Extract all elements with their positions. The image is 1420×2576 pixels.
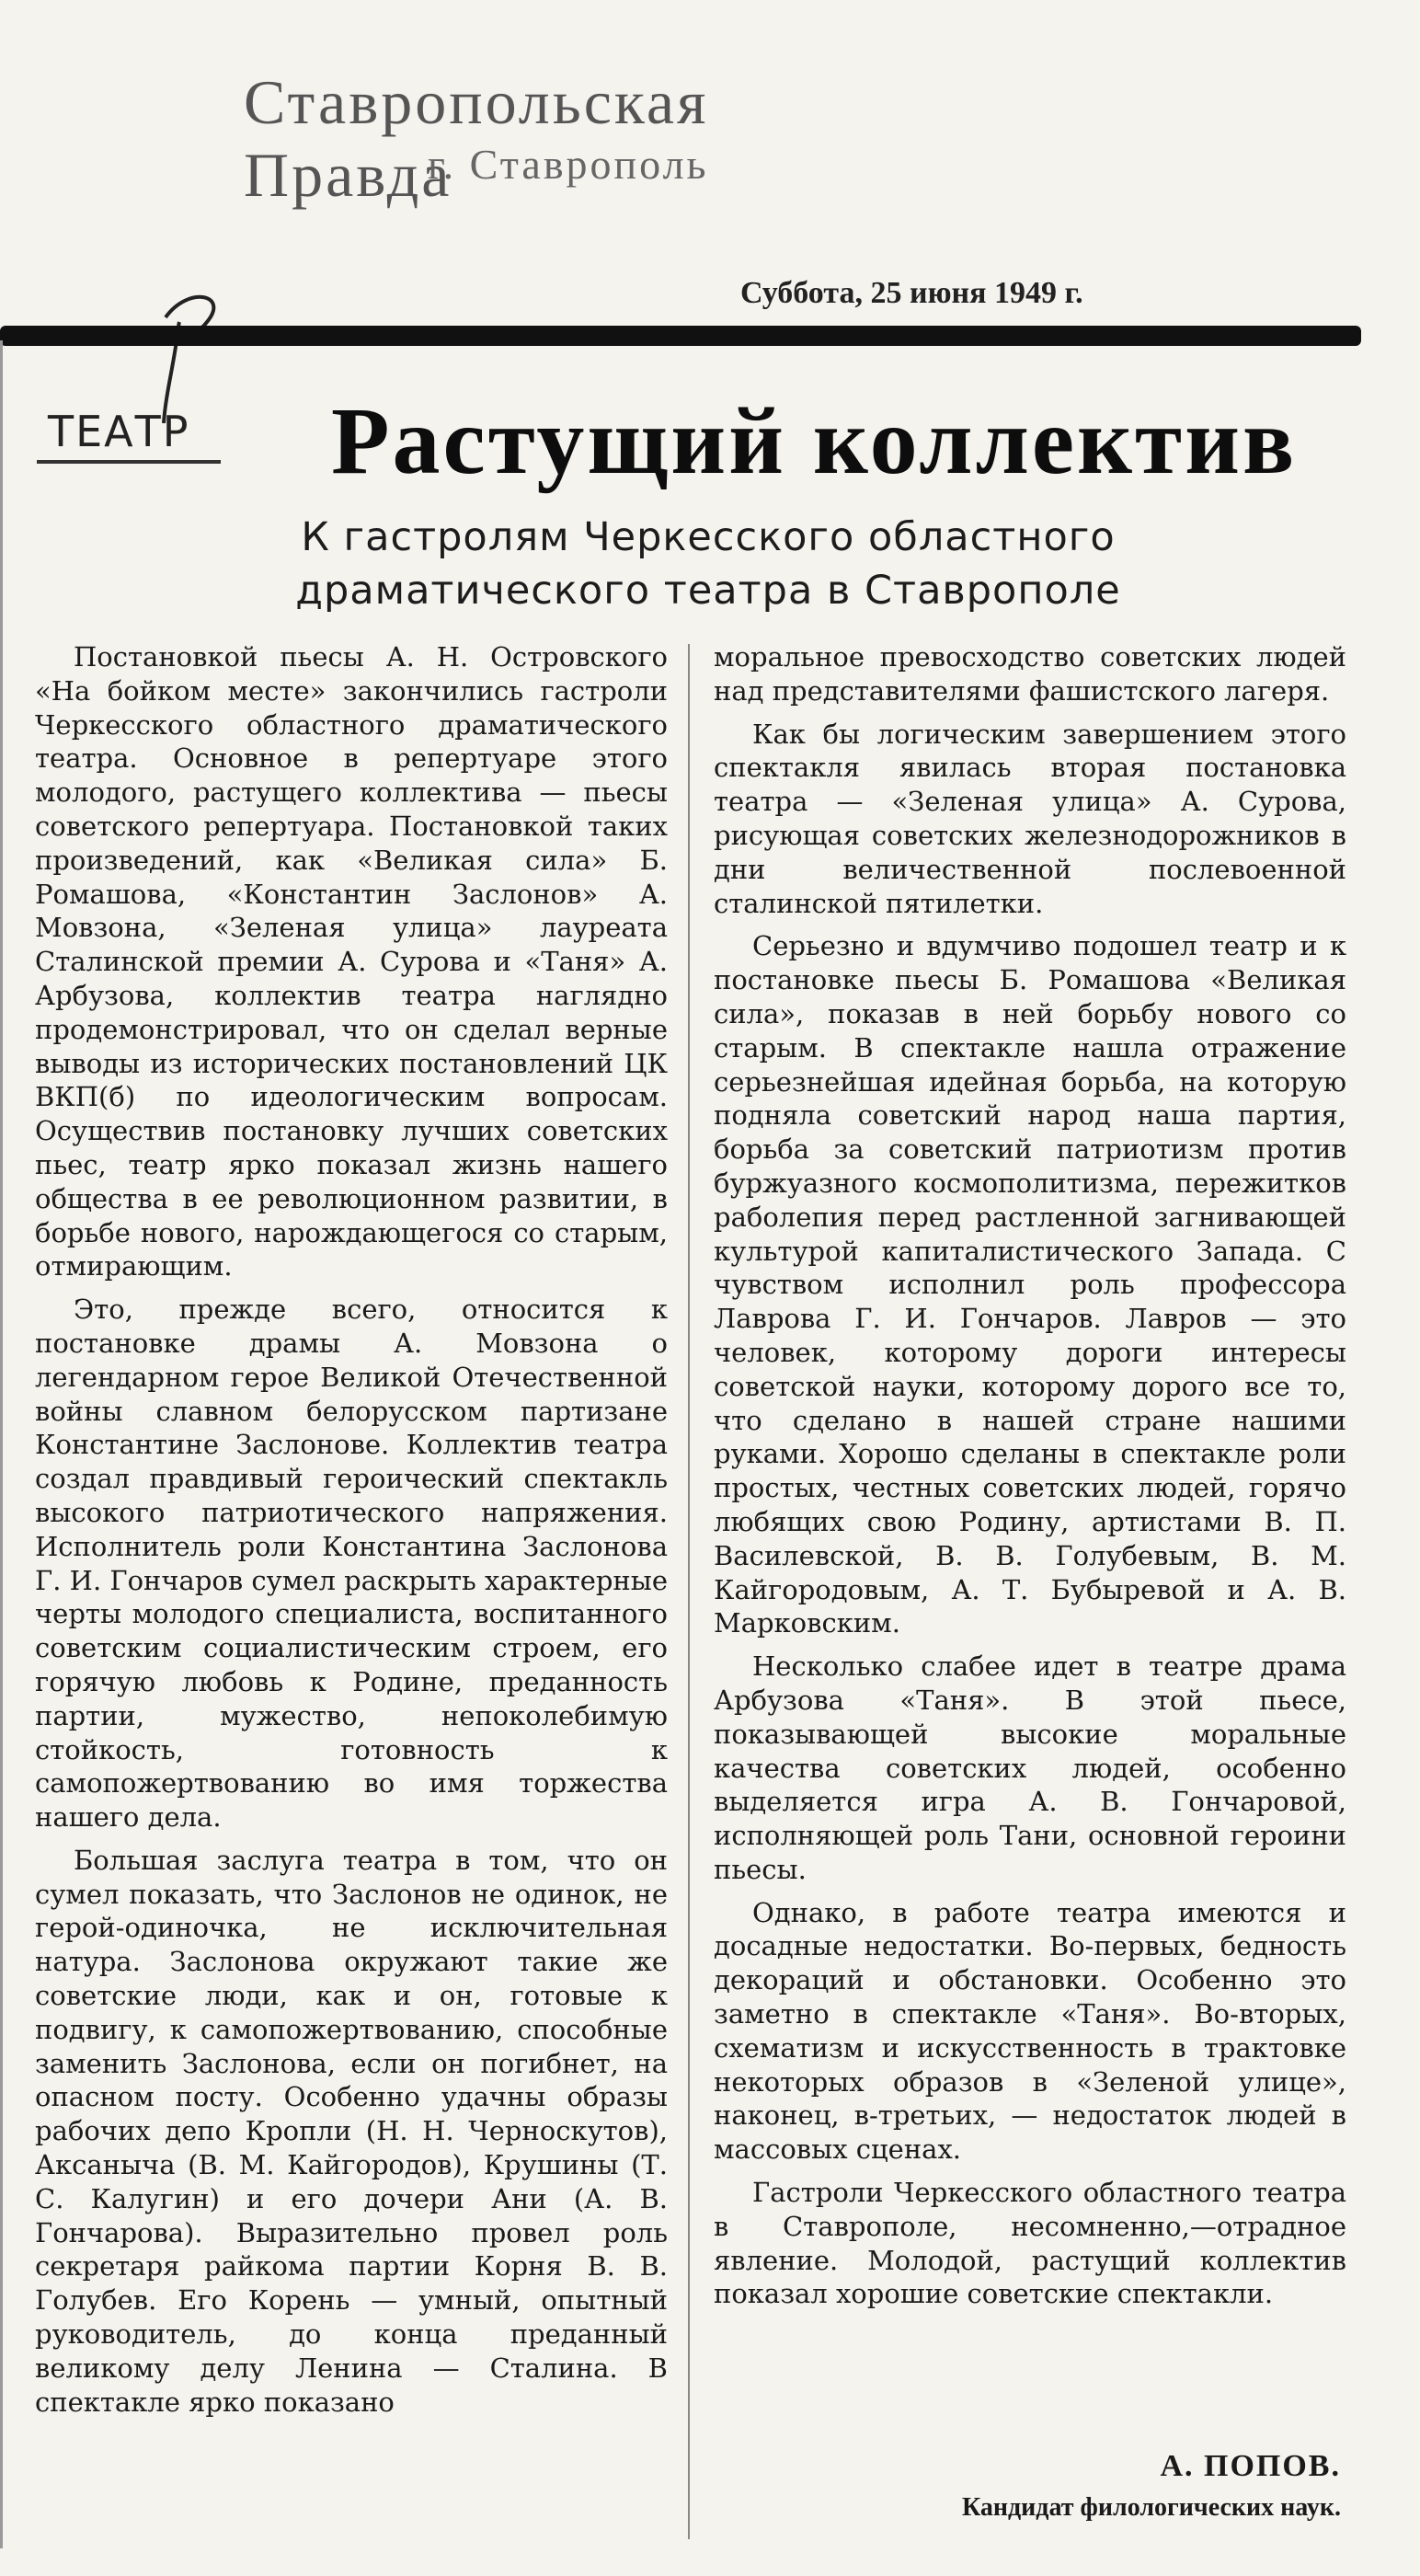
masthead-divider bbox=[0, 326, 1361, 346]
paragraph: Большая заслуга театра в том, что он сумел показать, что Заслонов не одинок, не герой-одиночка, не исключительная натура. Заслонова окружают такие же советские люди, как и он, готовые к подвигу, к самопожертвованию, способные заменить Заслонова, если он погибнет, на опасном посту. Особенно удачны образы рабочих депо Кропли (Н. Н. Черноскутов), Аксаныча (В. М. Кайгородов), Крушины (Т. С. Калугин) и его дочери Ани (А. В. Гончарова). Выразительно провел роль секретаря райкома партии Корня В. В. Голубев. Его Корень — умный, опытный руководитель, до конца преданный великому делу Ленина — Сталина. В спектакле ярко показано bbox=[35, 1844, 668, 2418]
article-subheadline bbox=[221, 511, 1196, 617]
column-divider bbox=[688, 644, 690, 2539]
paragraph: Это, прежде всего, относится к постановке драмы А. Мовзона о легендарном герое Великой Отечественной войны славном белорусском партизане Константине Заслонове. Коллектив театра создал правдивый героический спектакль высокого патриотического напряжения. Исполнитель роли Константина Заслонова Г. И. Гончаров сумел раскрыть характерные черты молодого специалиста, воспитанного советским социалистическим строем, его горячую любовь к Родине, преданность партии, мужество, непоколебимую стойкость, готовность к самопожертвованию во имя торжества нашего дела. bbox=[35, 1294, 668, 1834]
paragraph: Постановкой пьесы А. Н. Островского «На бойком месте» закончились гастроли Черкесского областного драматического театра. Основное в репертуаре этого молодого, растущего коллектива — пьесы советского репертуара. Постановкой таких произведений, как «Великая сила» Б. Ромашова, «Константин Заслонов» А. Мовзона, «Зеленая улица» лауреата Сталинской премии А. Сурова и «Таня» А. Арбузова, коллектив театра наглядно продемонстрировал, что он сделал верные выводы из исторических постановлений ЦК ВКП(б) по идеологическим вопросам. Осуществив постановку лучших советских пьес, театр ярко показал жизнь нашего общества в ее революционном развитии, в борьбе нового, нарождающегося со старым, отмирающим. bbox=[35, 641, 668, 1282]
paragraph: Несколько слабее идет в театре драма Арбузова «Таня». В этой пьесе, показывающей высокие моральные качества советских людей, особенно выделяется игра А. В. Гончаровой, исполняющей роль Тани, основной героини пьесы. bbox=[714, 1650, 1346, 1885]
author-credentials: Кандидат филологических наук. bbox=[961, 2493, 1341, 2522]
article-column-left bbox=[35, 640, 668, 2419]
paragraph: Однако, в работе театра имеются и досадные недостатки. Во-первых, бедность декораций и обстановки. Особенно это заметно в спектакле «Таня». Во-вторых, схематизм и искусственность в трактовке некоторых образов в «Зеленой улице», наконец, в-третьих, — недостаток людей в массовых сценах. bbox=[714, 1896, 1346, 2166]
newspaper-title: Ставропольская Правда bbox=[244, 67, 709, 210]
subhead-line-2: драматического театра в Ставрополе bbox=[295, 568, 1121, 614]
page-edge-line bbox=[0, 340, 3, 2548]
newspaper-city: г. Ставрополь bbox=[428, 141, 709, 188]
author-signature: А. ПОПОВ. bbox=[1160, 2449, 1341, 2483]
article-headline: Растущий коллектив bbox=[331, 388, 1298, 494]
paragraph: Как бы логическим завершением этого спектакля явилась вторая постановка театра — «Зеленая улица» А. Сурова, рисующая советских железнодорожников в дни величественной послевоенной сталинской пятилетки. bbox=[714, 718, 1346, 919]
paragraph: Серьезно и вдумчиво подошел театр и к постановке пьесы Б. Ромашова «Великая сила», показав в ней борьбу нового со старым. В спектакле нашла отражение серьезнейшая идейная борьба, на которую подняла советский народ наша партия, борьба за советский патриотизм против буржуазного космополитизма, пережитков раболепия перед растленной загнивающей культурой капиталистического Запада. С чувством исполнил роль профессора Лаврова Г. И. Гончаров. Лавров — это человек, которому дороги интересы советской науки, которому дорого все то, что сделано в нашей стране нашими руками. Хорошо сделаны в спектакле роли простых, честных советских людей, горячо любящих свою Родину, артистами В. П. Василевской, В. В. Голубевым, В. М. Кайгородовым, А. Т. Бубыревой и А. В. Марковским. bbox=[714, 930, 1346, 1639]
subhead-line-1: К гастролям Черкесского областного bbox=[301, 514, 1116, 560]
issue-date: Суббота, 25 июня 1949 г. bbox=[740, 276, 1083, 310]
section-rubric: ТЕАТР bbox=[48, 407, 190, 456]
paragraph-continuation: моральное превосходство советских людей над представителями фашистского лагеря. bbox=[714, 641, 1346, 707]
paragraph: Гастроли Черкесского областного театра в Ставрополе, несомненно,—отрадное явление. Молодой, растущий коллектив показал хорошие советские спектакли. bbox=[714, 2177, 1346, 2310]
rubric-underline bbox=[37, 460, 221, 464]
article-column-right bbox=[714, 640, 1346, 2311]
